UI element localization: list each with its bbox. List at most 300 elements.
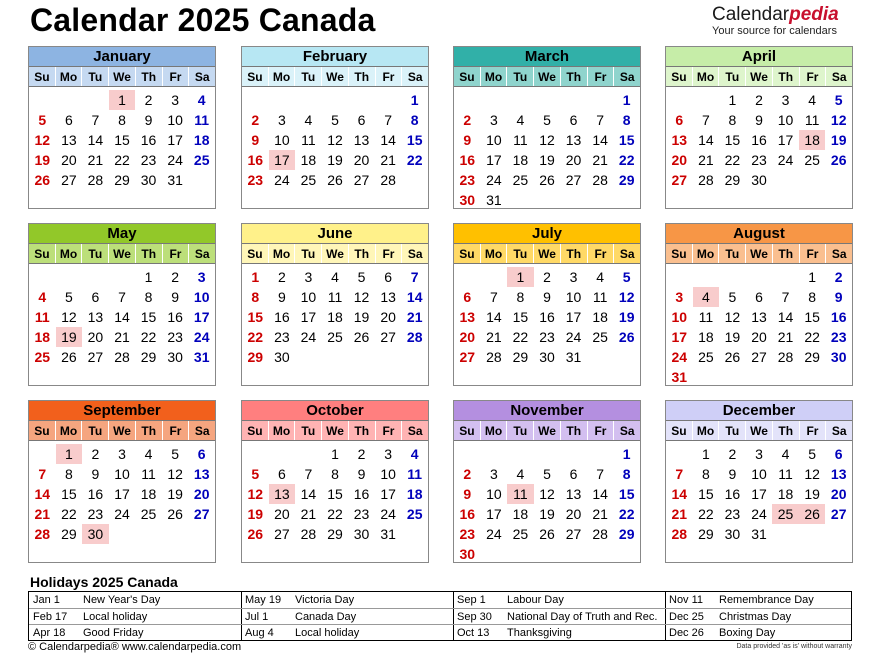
day-cell: 3 xyxy=(171,92,180,108)
day-cell: 16 xyxy=(87,486,104,502)
day-cell: 10 xyxy=(751,466,767,482)
day-cell: 5 xyxy=(64,289,73,305)
day-cell: 23 xyxy=(353,506,370,522)
day-cell: 13 xyxy=(380,289,396,305)
weekday-label: Sa xyxy=(194,424,210,438)
weekday-label: Tu xyxy=(507,244,534,263)
weekday-label: Mo xyxy=(481,421,508,440)
empty-cell xyxy=(587,444,614,464)
day-cell: 13 xyxy=(61,132,77,148)
day-cell: 14 xyxy=(406,289,423,305)
day-cell: 9 xyxy=(171,289,180,305)
day-cell: 1 xyxy=(728,92,737,108)
weekday-header xyxy=(29,67,215,87)
day-cell: 13 xyxy=(87,309,104,325)
day-cell: 11 xyxy=(592,289,608,305)
holiday-name: Remembrance Day xyxy=(719,594,814,606)
day-cell: 15 xyxy=(618,486,635,502)
day-cell: 10 xyxy=(193,289,210,305)
day-cell: 19 xyxy=(539,506,555,522)
day-cell: 27 xyxy=(380,329,396,345)
empty-cell xyxy=(322,90,349,110)
weekday-header xyxy=(454,244,640,264)
brand-tagline: Your source for calendars xyxy=(712,25,837,37)
empty-cell xyxy=(454,90,481,110)
weekday-label: Su xyxy=(666,244,693,263)
day-cell: 17 xyxy=(671,329,688,345)
day-cell: 4 xyxy=(144,446,153,462)
day-cell: 21 xyxy=(486,329,502,345)
day-cell: 10 xyxy=(486,132,502,148)
day-cell: 12 xyxy=(61,309,77,325)
holiday-row xyxy=(29,608,851,624)
empty-cell xyxy=(507,90,534,110)
day-cell: 5 xyxy=(728,289,737,305)
day-cell: 18 xyxy=(777,486,794,502)
day-cell: 30 xyxy=(459,192,476,208)
month-title: October xyxy=(242,401,428,421)
weekday-label: Tu xyxy=(719,67,746,86)
weekday-label: Mo xyxy=(269,244,296,263)
day-cell: 6 xyxy=(755,289,763,305)
day-cell: 9 xyxy=(543,289,551,305)
day-cell: 6 xyxy=(197,446,206,462)
day-cell: 20 xyxy=(565,152,582,168)
weekday-label: Tu xyxy=(719,244,746,263)
holiday-date: Feb 17 xyxy=(33,611,68,623)
day-cell: 8 xyxy=(622,466,631,482)
day-cell: 4 xyxy=(516,466,525,482)
day-cell: 17 xyxy=(486,152,502,168)
day-cell: 7 xyxy=(489,289,498,305)
day-cell: 20 xyxy=(61,152,77,168)
weekday-label: Th xyxy=(561,244,588,263)
day-cell: 7 xyxy=(675,466,684,482)
holiday-day-cell: 4 xyxy=(693,287,720,307)
empty-cell xyxy=(560,90,587,110)
day-cell: 16 xyxy=(724,486,741,502)
holiday-date: Dec 26 xyxy=(669,627,704,639)
weekday-header xyxy=(242,244,428,264)
day-cell: 2 xyxy=(463,466,472,482)
day-cell: 2 xyxy=(463,112,472,128)
day-cell: 23 xyxy=(247,172,264,188)
day-cell: 12 xyxy=(804,466,820,482)
weekday-label: We xyxy=(322,421,349,440)
weekday-label: Sa xyxy=(407,70,423,84)
holiday-date: Jan 1 xyxy=(33,594,60,606)
weekday-label: We xyxy=(322,244,349,263)
empty-cell xyxy=(295,444,322,464)
day-cell: 20 xyxy=(459,329,476,345)
day-cell: 3 xyxy=(489,466,498,482)
empty-cell xyxy=(109,267,136,287)
day-cell: 12 xyxy=(34,132,51,148)
day-cell: 29 xyxy=(140,349,157,365)
weekday-header xyxy=(242,67,428,87)
empty-cell xyxy=(534,444,561,464)
day-cell: 22 xyxy=(406,152,423,168)
weekday-label: Th xyxy=(136,67,163,86)
empty-cell xyxy=(481,267,508,287)
weekday-label: Tu xyxy=(295,244,322,263)
weekday-label: Sa xyxy=(831,70,847,84)
day-cell: 29 xyxy=(247,349,264,365)
day-cell: 21 xyxy=(300,506,317,522)
day-cell: 2 xyxy=(91,446,100,462)
day-cell: 3 xyxy=(755,446,763,462)
day-cell: 13 xyxy=(830,466,847,482)
holiday-name: New Year's Day xyxy=(83,594,161,606)
empty-cell xyxy=(29,90,56,110)
month-title: May xyxy=(29,224,215,244)
weekday-label: Fr xyxy=(800,421,827,440)
day-cell: 26 xyxy=(539,172,555,188)
day-cell: 20 xyxy=(380,309,396,325)
day-cell: 7 xyxy=(781,289,790,305)
weekday-label: Tu xyxy=(507,421,534,440)
day-cell: 28 xyxy=(380,172,396,188)
day-cell: 22 xyxy=(618,506,635,522)
holiday-row xyxy=(29,624,851,640)
day-cell: 17 xyxy=(777,132,794,148)
day-cell: 3 xyxy=(569,269,578,285)
empty-cell xyxy=(772,267,799,287)
day-cell: 24 xyxy=(777,152,794,168)
day-grid xyxy=(666,90,852,190)
weekday-header xyxy=(242,421,428,441)
day-cell: 28 xyxy=(300,526,317,542)
day-cell: 2 xyxy=(755,92,763,108)
holiday-date: Dec 25 xyxy=(669,611,704,623)
weekday-label: Mo xyxy=(56,67,83,86)
holiday-day-cell: 26 xyxy=(799,504,826,524)
day-cell: 31 xyxy=(751,526,767,542)
day-cell: 17 xyxy=(300,309,317,325)
month-title: July xyxy=(454,224,640,244)
month-title: September xyxy=(29,401,215,421)
day-cell: 5 xyxy=(357,269,366,285)
month-july xyxy=(453,223,641,386)
month-title: January xyxy=(29,47,215,67)
empty-cell xyxy=(587,90,614,110)
day-cell: 2 xyxy=(728,446,737,462)
day-cell: 22 xyxy=(61,506,77,522)
holiday-name: Good Friday xyxy=(83,627,144,639)
weekday-label: Fr xyxy=(376,67,403,86)
day-cell: 18 xyxy=(592,309,608,325)
day-cell: 27 xyxy=(274,526,290,542)
day-cell: 19 xyxy=(34,152,51,168)
day-cell: 3 xyxy=(277,112,286,128)
day-cell: 3 xyxy=(304,269,313,285)
day-cell: 19 xyxy=(618,309,635,325)
day-cell: 13 xyxy=(751,309,767,325)
weekday-label: We xyxy=(746,421,773,440)
day-cell: 11 xyxy=(141,466,156,482)
day-cell: 16 xyxy=(274,309,290,325)
day-cell: 24 xyxy=(167,152,183,168)
weekday-label: Fr xyxy=(588,244,615,263)
day-cell: 7 xyxy=(596,112,605,128)
day-cell: 5 xyxy=(171,446,180,462)
day-cell: 13 xyxy=(671,132,688,148)
day-cell: 7 xyxy=(118,289,126,305)
day-cell: 5 xyxy=(251,466,260,482)
day-cell: 31 xyxy=(486,192,502,208)
day-grid xyxy=(454,267,640,367)
day-cell: 10 xyxy=(565,289,582,305)
weekday-label: Su xyxy=(242,67,269,86)
weekday-label: Th xyxy=(136,421,163,440)
day-cell: 26 xyxy=(247,526,264,542)
weekday-label: Sa xyxy=(194,70,210,84)
day-cell: 14 xyxy=(380,132,396,148)
weekday-label: Sa xyxy=(407,247,423,261)
day-cell: 19 xyxy=(804,486,820,502)
day-cell: 26 xyxy=(34,172,51,188)
day-cell: 19 xyxy=(830,132,847,148)
day-cell: 7 xyxy=(384,112,393,128)
day-cell: 28 xyxy=(87,172,104,188)
day-cell: 3 xyxy=(781,92,790,108)
holiday-day-cell: 13 xyxy=(269,484,296,504)
day-grid xyxy=(29,90,215,190)
day-cell: 17 xyxy=(193,309,210,325)
day-cell: 18 xyxy=(698,329,714,345)
day-cell: 15 xyxy=(618,132,635,148)
day-cell: 8 xyxy=(808,289,817,305)
day-cell: 4 xyxy=(304,112,313,128)
day-cell: 7 xyxy=(410,269,419,285)
holiday-day-cell: 1 xyxy=(56,444,83,464)
day-cell: 1 xyxy=(701,446,710,462)
day-cell: 26 xyxy=(327,172,343,188)
day-cell: 28 xyxy=(592,172,608,188)
day-cell: 5 xyxy=(543,112,551,128)
day-cell: 13 xyxy=(353,132,370,148)
day-cell: 22 xyxy=(724,152,741,168)
weekday-label: Su xyxy=(454,244,481,263)
day-cell: 15 xyxy=(114,132,130,148)
day-cell: 29 xyxy=(618,526,635,542)
weekday-label: We xyxy=(746,67,773,86)
empty-cell xyxy=(242,444,269,464)
day-cell: 10 xyxy=(777,112,794,128)
day-cell: 20 xyxy=(193,486,210,502)
weekday-label: Sa xyxy=(831,247,847,261)
footer-disclaimer: Data provided 'as is' without warranty xyxy=(736,643,852,650)
day-cell: 14 xyxy=(592,486,608,502)
day-cell: 1 xyxy=(144,269,153,285)
day-cell: 20 xyxy=(87,329,104,345)
weekday-label: We xyxy=(534,421,561,440)
day-cell: 12 xyxy=(724,309,741,325)
day-cell: 2 xyxy=(251,112,260,128)
day-cell: 17 xyxy=(167,132,183,148)
day-cell: 11 xyxy=(407,466,423,482)
weekday-label: Su xyxy=(454,67,481,86)
empty-cell xyxy=(29,444,56,464)
day-cell: 1 xyxy=(622,446,631,462)
day-cell: 24 xyxy=(300,329,317,345)
empty-cell xyxy=(481,444,508,464)
day-cell: 16 xyxy=(247,152,264,168)
day-cell: 5 xyxy=(38,112,47,128)
day-cell: 25 xyxy=(804,152,820,168)
day-cell: 9 xyxy=(755,112,763,128)
day-cell: 13 xyxy=(459,309,476,325)
day-cell: 6 xyxy=(569,112,578,128)
day-cell: 23 xyxy=(724,506,741,522)
weekday-label: Fr xyxy=(588,67,615,86)
empty-cell xyxy=(481,90,508,110)
weekday-label: Su xyxy=(29,421,56,440)
day-cell: 7 xyxy=(38,466,47,482)
day-cell: 25 xyxy=(327,329,343,345)
day-cell: 5 xyxy=(331,112,339,128)
day-cell: 23 xyxy=(167,329,183,345)
day-cell: 27 xyxy=(830,506,847,522)
weekday-label: Th xyxy=(773,244,800,263)
day-cell: 24 xyxy=(751,506,767,522)
day-cell: 16 xyxy=(140,132,157,148)
day-cell: 3 xyxy=(384,446,393,462)
day-cell: 28 xyxy=(698,172,714,188)
page-title: Calendar 2025 Canada xyxy=(30,2,376,38)
day-cell: 16 xyxy=(459,506,476,522)
day-cell: 9 xyxy=(463,132,472,148)
day-cell: 28 xyxy=(671,526,688,542)
holiday-date: Oct 13 xyxy=(457,627,490,639)
weekday-label: We xyxy=(109,244,136,263)
day-cell: 20 xyxy=(353,152,370,168)
day-cell: 31 xyxy=(565,349,582,365)
weekday-label: Fr xyxy=(376,244,403,263)
day-cell: 26 xyxy=(618,329,635,345)
day-cell: 14 xyxy=(300,486,317,502)
day-cell: 30 xyxy=(459,546,476,562)
footer-copyright: © Calendarpedia® www.calendarpedia.com xyxy=(28,641,242,653)
day-cell: 29 xyxy=(114,172,130,188)
day-cell: 10 xyxy=(486,486,502,502)
weekday-label: Su xyxy=(29,67,56,86)
day-cell: 18 xyxy=(193,132,210,148)
day-cell: 21 xyxy=(406,309,423,325)
day-cell: 17 xyxy=(114,486,130,502)
day-cell: 19 xyxy=(167,486,183,502)
weekday-label: Fr xyxy=(163,67,190,86)
month-title: December xyxy=(666,401,852,421)
day-cell: 19 xyxy=(327,152,343,168)
day-cell: 14 xyxy=(87,132,104,148)
weekday-header xyxy=(666,421,852,441)
month-november xyxy=(453,400,641,563)
weekday-label: We xyxy=(534,67,561,86)
day-cell: 31 xyxy=(193,349,210,365)
holiday-name: Thanksgiving xyxy=(507,627,572,639)
weekday-label: Su xyxy=(454,421,481,440)
empty-cell xyxy=(269,444,296,464)
month-april xyxy=(665,46,853,209)
day-cell: 8 xyxy=(331,466,339,482)
weekday-label: Sa xyxy=(619,424,635,438)
day-cell: 4 xyxy=(410,446,419,462)
holiday-date: Sep 30 xyxy=(457,611,492,623)
day-cell: 20 xyxy=(671,152,688,168)
day-cell: 23 xyxy=(140,152,157,168)
day-cell: 30 xyxy=(724,526,741,542)
day-cell: 14 xyxy=(592,132,608,148)
brand-logo[interactable] xyxy=(712,4,852,37)
day-cell: 7 xyxy=(91,112,100,128)
weekday-label: We xyxy=(109,421,136,440)
day-grid xyxy=(242,267,428,367)
day-cell: 21 xyxy=(698,152,714,168)
weekday-label: Su xyxy=(666,421,693,440)
day-cell: 8 xyxy=(64,466,73,482)
holiday-name: Local holiday xyxy=(83,611,148,623)
day-cell: 8 xyxy=(701,466,710,482)
weekday-label: Th xyxy=(773,421,800,440)
day-cell: 16 xyxy=(167,309,183,325)
day-cell: 15 xyxy=(512,309,529,325)
day-cell: 28 xyxy=(592,526,608,542)
day-cell: 27 xyxy=(565,526,582,542)
day-cell: 15 xyxy=(698,486,714,502)
day-cell: 19 xyxy=(353,309,370,325)
day-cell: 9 xyxy=(728,466,737,482)
day-cell: 17 xyxy=(486,506,502,522)
day-cell: 14 xyxy=(114,309,130,325)
day-cell: 1 xyxy=(410,92,419,108)
holiday-day-cell: 1 xyxy=(507,267,534,287)
weekday-label: We xyxy=(534,244,561,263)
day-cell: 15 xyxy=(804,309,820,325)
weekday-label: Fr xyxy=(800,67,827,86)
day-cell: 2 xyxy=(543,269,551,285)
month-october xyxy=(241,400,429,563)
day-cell: 18 xyxy=(327,309,343,325)
month-title: August xyxy=(666,224,852,244)
day-cell: 3 xyxy=(197,269,206,285)
day-cell: 27 xyxy=(353,172,370,188)
weekday-label: Th xyxy=(136,244,163,263)
day-cell: 21 xyxy=(114,329,130,345)
day-cell: 21 xyxy=(380,152,396,168)
day-cell: 22 xyxy=(512,329,529,345)
day-cell: 6 xyxy=(277,466,286,482)
day-cell: 6 xyxy=(91,289,100,305)
day-cell: 18 xyxy=(140,486,157,502)
day-cell: 11 xyxy=(513,132,528,148)
month-august xyxy=(665,223,853,386)
weekday-label: Tu xyxy=(295,421,322,440)
day-cell: 15 xyxy=(61,486,77,502)
weekday-header xyxy=(29,244,215,264)
day-cell: 30 xyxy=(167,349,183,365)
day-cell: 1 xyxy=(251,269,260,285)
day-cell: 10 xyxy=(274,132,290,148)
holiday-day-cell: 19 xyxy=(56,327,83,347)
day-cell: 19 xyxy=(539,152,555,168)
holiday-date: Nov 11 xyxy=(669,594,704,606)
weekday-label: Mo xyxy=(481,67,508,86)
day-cell: 27 xyxy=(193,506,210,522)
month-title: November xyxy=(454,401,640,421)
day-grid xyxy=(666,267,852,387)
day-grid xyxy=(666,444,852,544)
